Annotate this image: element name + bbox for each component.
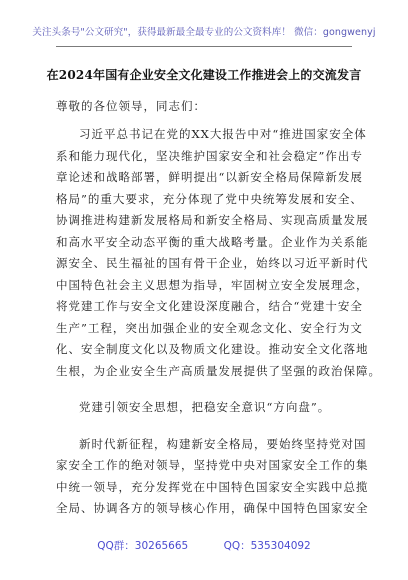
paragraph-line: 和高水平安全动态平衡的重大战略考量。企业作为关系能 (56, 234, 369, 249)
paragraph-line: 生产”工程，突出加强企业的安全观念文化、安全行为文 (56, 320, 363, 335)
paragraph (56, 434, 369, 520)
paragraph-line: 系和能力现代化，坚决维护国家安全和社会稳定”作出专 (56, 148, 363, 163)
paragraph-line: 格局”的重大要求，充分体现了党中央统筹发展和安全、 (56, 191, 363, 206)
footer-qq: QQ：535304092 (223, 540, 311, 552)
paragraph-line: 全局、协调各方的领导核心作用，确保中国特色国家安全 (56, 501, 369, 515)
section-heading-line: 党建引领安全思想，把稳安全意识“方向盘”。 (79, 400, 331, 414)
paragraph-line: 源安全、民生福祉的国有骨干企业，始终以习近平新时代 (56, 256, 369, 270)
header-divider (56, 46, 352, 47)
paragraph-line: 将党建工作与安全文化建设深度融合，结合“党建十安全 (56, 299, 363, 313)
paragraph (56, 124, 381, 382)
paragraph-line: 习近平总书记在党的XX大报告中对“推进国家安全体 (79, 127, 367, 141)
paragraph-line: 生根，为企业安全生产高质量发展提供了坚强的政治保障。 (56, 363, 381, 378)
paragraph-line: 中国特色社会主义思想为指导，牢固树立安全发展理念， (56, 277, 369, 292)
document-body (56, 124, 381, 535)
paragraph-line: 协调推进构建新发展格局和新安全格局、实现高质量发展 (56, 213, 369, 227)
paragraph-line: 章论述和战略部署，鲜明提出“以新安全格局保障新发展 (56, 170, 363, 184)
footer-qq-group: QQ群：30265665 (97, 540, 189, 552)
paragraph-line: 家安全工作的绝对领导，坚持党中央对国家安全工作的集 (56, 458, 369, 472)
salutation: 尊敬的各位领导，同志们： (56, 99, 206, 113)
paragraph-line: 化、安全制度文化以及物质文化建设。推动安全文化落地 (56, 342, 369, 356)
paragraph-line: 中统一领导，充分发挥党在中国特色国家安全实践中总揽 (56, 479, 369, 494)
paragraph-line: 新时代新征程，构建新安全格局，要始终坚持党对国 (79, 436, 367, 451)
document-title: 在2024年国有企业安全文化建设工作推进会上的交流发言 (46, 68, 362, 82)
header-promo-note: 关注头条号"公文研究"，获得最新最全最专业的公文资料库！ 微信：gongwenyj (32, 27, 376, 38)
section-heading (56, 397, 356, 419)
footer-contact (0, 538, 408, 553)
